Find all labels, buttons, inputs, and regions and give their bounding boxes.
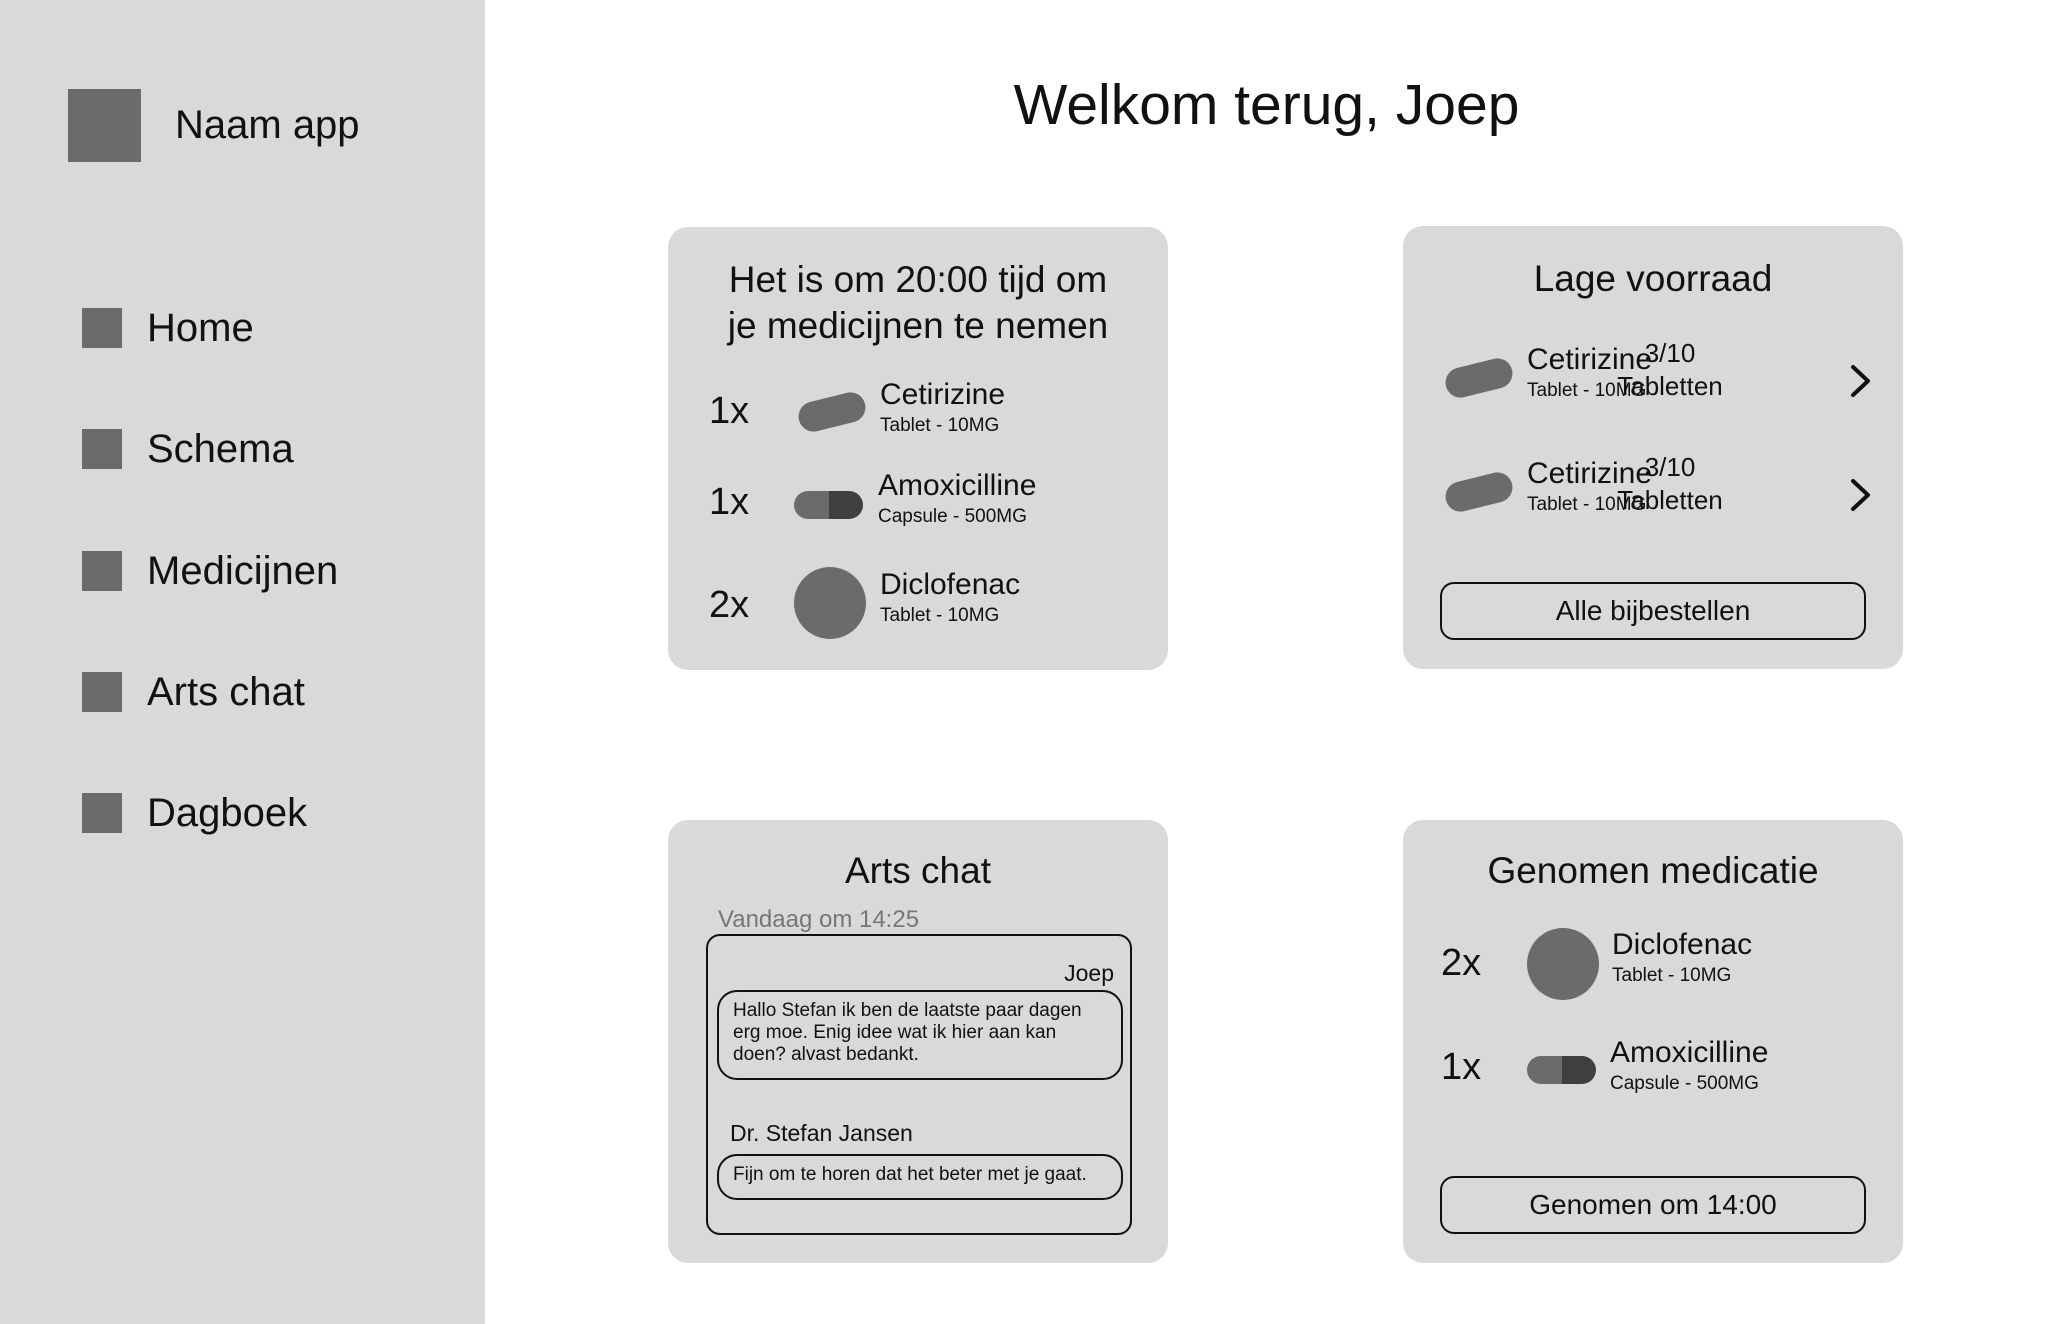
low-stock-card xyxy=(1403,226,1903,669)
pill-icon xyxy=(1442,355,1515,401)
stock-med-name: Cetirizine xyxy=(1527,343,1653,376)
nav-item-label: Home xyxy=(147,305,254,350)
taken-qty: 2x xyxy=(1441,942,1482,984)
reminder-med-sub: Capsule - 500MG xyxy=(878,506,1027,527)
nav-item-label: Schema xyxy=(147,426,294,471)
app-name: Naam app xyxy=(175,103,360,147)
nav-item-label: Medicijnen xyxy=(147,548,339,593)
nav-item-dagboek[interactable] xyxy=(82,788,307,838)
stock-count: 3/10 xyxy=(1644,338,1696,368)
nav-item-medicijnen[interactable] xyxy=(82,546,338,596)
reminder-med-name: Diclofenac xyxy=(880,568,1021,601)
stock-med-sub: Tablet - 10MG xyxy=(1527,380,1647,401)
reminder-med-sub: Tablet - 10MG xyxy=(880,605,1000,626)
stock-med-name: Cetirizine xyxy=(1527,457,1653,490)
medicijnen-icon xyxy=(82,551,122,591)
round-tablet-icon xyxy=(1527,928,1599,1000)
capsule-icon xyxy=(794,491,863,519)
taken-med-name: Diclofenac xyxy=(1612,928,1753,961)
stock-title: Lage voorraad xyxy=(1533,258,1773,299)
reminder-qty: 1x xyxy=(709,481,750,523)
medication-reminder-card xyxy=(668,227,1168,670)
nav-item-home[interactable] xyxy=(82,303,254,353)
taken-at-button[interactable]: Genomen om 14:00 xyxy=(1440,1176,1866,1234)
taken-title: Genomen medicatie xyxy=(1487,850,1819,891)
stock-unit: Tabletten xyxy=(1617,371,1723,401)
reminder-med-sub: Tablet - 10MG xyxy=(880,415,1000,436)
reminder-qty: 2x xyxy=(709,584,750,626)
taken-medication-card xyxy=(1403,820,1903,1263)
reminder-title-line2: je medicijnen te nemen xyxy=(727,305,1109,346)
pill-icon xyxy=(1442,469,1515,515)
round-tablet-icon xyxy=(794,567,866,639)
dagboek-icon xyxy=(82,793,122,833)
chat-message-bubble: Fijn om te horen dat het beter met je gaat. xyxy=(717,1154,1123,1200)
schema-icon xyxy=(82,429,122,469)
nav-item-arts-chat[interactable] xyxy=(82,667,305,717)
reminder-qty: 1x xyxy=(709,390,750,432)
chat-timestamp: Vandaag om 14:25 xyxy=(718,906,920,933)
reminder-title-line1: Het is om 20:00 tijd om xyxy=(728,259,1108,300)
taken-qty: 1x xyxy=(1441,1046,1482,1088)
taken-med-name: Amoxicilline xyxy=(1610,1036,1769,1069)
stock-count: 3/10 xyxy=(1644,452,1696,482)
stock-med-sub: Tablet - 10MG xyxy=(1527,494,1647,515)
pill-icon xyxy=(795,389,868,435)
chat-sender-name: Dr. Stefan Jansen xyxy=(730,1120,913,1146)
doctor-chat-card xyxy=(668,820,1168,1263)
chat-icon xyxy=(82,672,122,712)
reorder-all-button[interactable]: Alle bijbestellen xyxy=(1440,582,1866,640)
chat-sender-name: Joep xyxy=(1064,960,1114,986)
home-icon xyxy=(82,308,122,348)
chat-window[interactable] xyxy=(706,934,1132,1235)
nav-item-schema[interactable] xyxy=(82,424,294,474)
page-title: Welkom terug, Joep xyxy=(1013,73,1520,137)
taken-med-sub: Tablet - 10MG xyxy=(1612,965,1732,986)
sidebar xyxy=(0,0,485,1324)
reminder-med-name: Cetirizine xyxy=(880,378,1006,411)
chevron-right-icon[interactable] xyxy=(1848,359,1874,403)
nav-item-label: Arts chat xyxy=(147,669,305,714)
chat-message-bubble: Hallo Stefan ik ben de laatste paar dagen erg moe. Enig idee wat ik hier aan kan doen? alvast bedankt. xyxy=(717,990,1123,1080)
stock-unit: Tabletten xyxy=(1617,485,1723,515)
app-logo xyxy=(68,89,141,162)
taken-med-sub: Capsule - 500MG xyxy=(1610,1073,1759,1094)
chat-title: Arts chat xyxy=(845,850,991,891)
capsule-icon xyxy=(1527,1056,1596,1084)
chevron-right-icon[interactable] xyxy=(1848,473,1874,517)
reminder-med-name: Amoxicilline xyxy=(878,469,1037,502)
nav-item-label: Dagboek xyxy=(147,790,308,835)
